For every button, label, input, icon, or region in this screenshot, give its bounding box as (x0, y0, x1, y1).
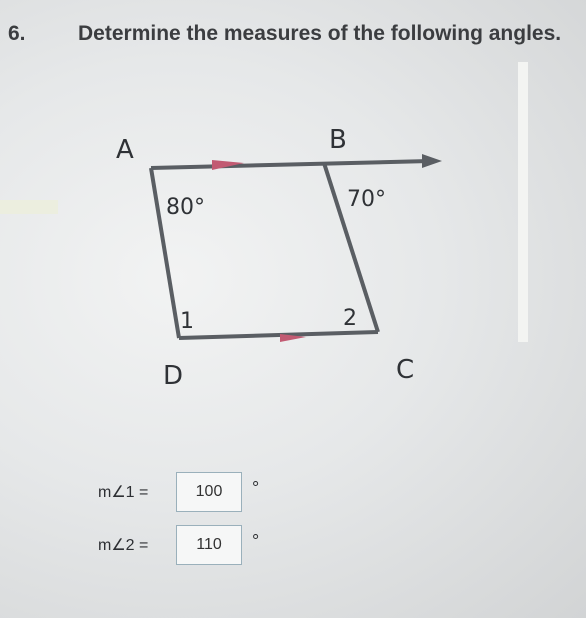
line-ad (151, 168, 179, 338)
answer-input-angle-1[interactable]: 100 (176, 472, 242, 512)
answer-input-angle-2[interactable]: 110 (176, 525, 242, 565)
background-strip (0, 200, 58, 214)
background-strip-right (518, 62, 528, 342)
question-number: 6. (8, 22, 26, 45)
vertex-a-label: A (116, 135, 134, 165)
arrow-right-icon (422, 154, 442, 168)
answer-row-angle-1 (98, 472, 259, 512)
angle-1-label: 1 (180, 309, 194, 334)
angle-b-label: 70° (347, 187, 386, 212)
angle-2-label: 2 (343, 306, 357, 331)
degree-symbol: ° (252, 477, 260, 498)
line-dc (179, 332, 378, 338)
degree-symbol: ° (252, 530, 260, 551)
answer-label-angle-1: m∠1 = (98, 484, 149, 501)
vertex-b-label: B (329, 125, 347, 155)
answer-label-angle-2: m∠2 = (98, 537, 149, 554)
answer-row-angle-2 (98, 525, 259, 565)
question-text: Determine the measures of the following angles. (78, 22, 562, 45)
vertex-c-label: C (396, 355, 415, 385)
angle-a-label: 80° (166, 195, 205, 220)
vertex-d-label: D (163, 361, 184, 391)
line-ab (151, 161, 430, 168)
